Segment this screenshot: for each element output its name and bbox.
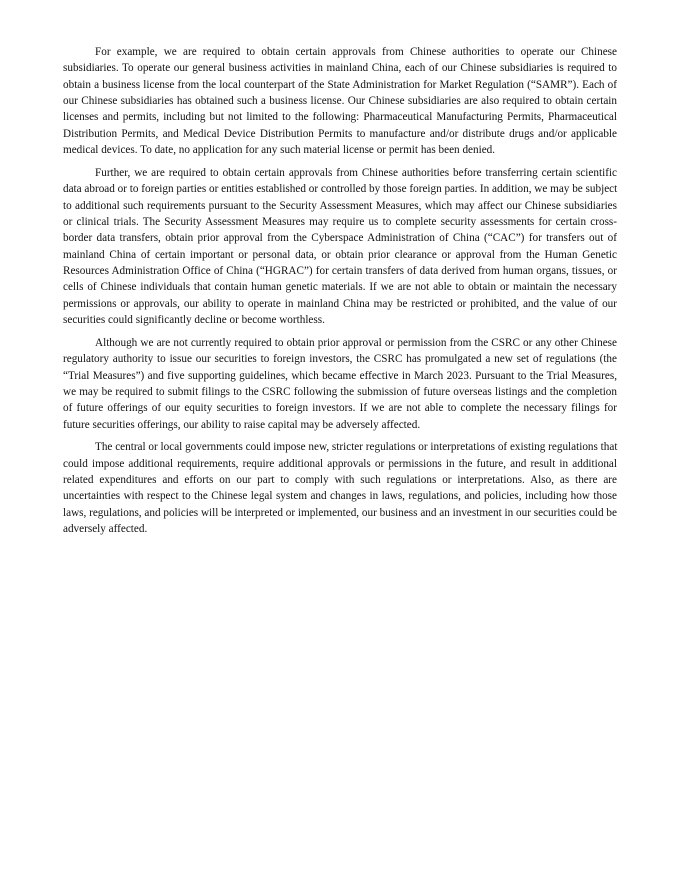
- text-line: Although we are not currently required to obtain prior approval or permission from the CSRC or any other Chinese: [95, 336, 617, 349]
- text-line: obtain a business license from the local counterpart of the State Administration for Market Regulation (“SAMR”). Each of: [63, 78, 617, 91]
- text-line: cells of Chinese individuals that contain human genetic materials. If we are not able to obtain or maintain the necessary: [63, 281, 617, 294]
- paragraph: [63, 439, 617, 537]
- text-line: future securities offerings, our ability to raise capital may be adversely affected.: [63, 418, 421, 431]
- text-line: regulatory authority to issue our securities to foreign investors, the CSRC has promulgated a new set of regulations (the: [63, 353, 617, 366]
- text-line: adversely affected.: [63, 523, 148, 536]
- text-line: “Trial Measures”) and five supporting guidelines, which became effective in March 2023. Pursuant to the Trial Measures,: [63, 369, 617, 382]
- text-line: permissions or approvals, our ability to operate in mainland China may be restricted or prohibited, and the value of our: [63, 297, 617, 310]
- text-line: our Chinese subsidiaries has obtained such a business license. Our Chinese subsidiaries are also required to obtain certain: [63, 95, 617, 108]
- text-line: of future offerings of our equity securities to foreign investors. If we are not able to complete the necessary filings for: [63, 402, 617, 415]
- text-line: we may be required to submit filings to the CSRC following the submission of future overseas listings and the completion: [63, 385, 617, 398]
- text-line: Distribution Permits, and Medical Device Distribution Permits to manufacture and/or distribute drugs and/or applicable: [63, 127, 617, 140]
- text-line: subsidiaries. To operate our general business activities in mainland China, each of our Chinese subsidiaries is required to: [63, 62, 617, 75]
- text-line: Further, we are required to obtain certain approvals from Chinese authorities before transferring certain scientific: [95, 166, 617, 179]
- paragraph: [63, 165, 617, 328]
- text-line: to additional such requirements pursuant to the Security Assessment Measures, which may affect our Chinese subsidiaries: [63, 199, 617, 212]
- text-line: licenses and permits, including but not limited to the following: Pharmaceutical Manufacturing Permits, Pharmaceutical: [63, 111, 617, 124]
- document-page: [63, 44, 617, 544]
- text-line: The central or local governments could impose new, stricter regulations or interpretations of existing regulations that: [95, 441, 618, 454]
- text-line: uncertainties with respect to the Chinese legal system and changes in laws, regulations, and policies, including how those: [63, 490, 617, 503]
- text-line: securities could significantly decline or become worthless.: [63, 314, 325, 326]
- text-line: related expenditures and efforts on our part to comply with such regulations or interpretations. Also, as there are: [63, 474, 617, 487]
- text-line: border data transfers, obtain prior approval from the Cyberspace Administration of China (“CAC”) for transfers out of: [63, 232, 617, 245]
- paragraph: [63, 44, 617, 158]
- text-line: medical devices. To date, no application for any such material license or permit has been denied.: [63, 144, 496, 157]
- text-line: data abroad or to foreign parties or entities established or controlled by those foreign parties. In addition, we may be subject: [63, 183, 618, 196]
- text-line: or clinical trials. The Security Assessment Measures may require us to complete security assessments for certain cross-: [63, 215, 617, 228]
- paragraph: [63, 335, 617, 433]
- text-line: laws, regulations, and policies will be interpreted or implemented, our business and an investment in our securities could be: [63, 506, 617, 519]
- text-line: mainland China of certain important or personal data, or obtain prior clearance or approval from the Human Genetic: [63, 248, 617, 261]
- text-line: could impose additional requirements, require additional approvals or permissions in the future, and result in additional: [63, 457, 617, 470]
- text-line: For example, we are required to obtain certain approvals from Chinese authorities to operate our Chinese: [95, 46, 617, 58]
- text-line: Resources Administration Office of China (“HGRAC”) for certain transfers of data derived from human organs, tissues, or: [63, 264, 617, 277]
